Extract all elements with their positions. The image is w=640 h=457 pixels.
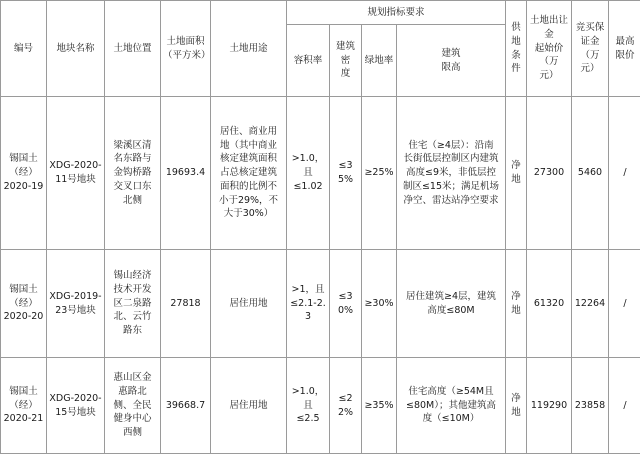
cell-id: 锡国土 （经） 2020-21 xyxy=(1,358,47,454)
cell-supply: 净 地 xyxy=(506,97,527,250)
header-far: 容积率 xyxy=(287,25,330,97)
cell-height: 住宅高度（≥54M且 ≤80M）；其他建筑高 度（≤10M） xyxy=(397,358,506,454)
header-supply: 供 地 条件 xyxy=(506,1,527,97)
header-location: 土地位置 xyxy=(105,1,161,97)
cell-max-premium: / xyxy=(609,250,640,358)
cell-area: 19693.4 xyxy=(161,97,211,250)
header-density: 建筑 密 度 xyxy=(330,25,362,97)
table-row xyxy=(1,250,640,358)
header-name: 地块名称 xyxy=(47,1,105,97)
cell-name: XDG-2020- 15号地块 xyxy=(47,358,105,454)
header-use: 土地用途 xyxy=(211,1,287,97)
cell-deposit: 23858 xyxy=(572,358,609,454)
header-planning-group: 规划指标要求 xyxy=(287,1,506,25)
table-row xyxy=(1,97,640,250)
cell-far: >1，且 ≤2.1-2.3 xyxy=(287,250,330,358)
cell-density: ≤22% xyxy=(330,358,362,454)
header-row-top xyxy=(1,1,640,25)
cell-id: 锡国土 （经） 2020-20 xyxy=(1,250,47,358)
cell-use: 居住用地 xyxy=(211,250,287,358)
cell-height: 居住建筑≥4层，建筑 高度≤80M xyxy=(397,250,506,358)
cell-id: 锡国土 （经） 2020-19 xyxy=(1,97,47,250)
cell-name: XDG-2020- 11号地块 xyxy=(47,97,105,250)
cell-supply: 净 地 xyxy=(506,358,527,454)
cell-green: ≥25% xyxy=(362,97,397,250)
header-deposit: 竞买保 证金 （万 元） xyxy=(572,1,609,97)
cell-area: 27818 xyxy=(161,250,211,358)
cell-deposit: 12264 xyxy=(572,250,609,358)
cell-supply: 净 地 xyxy=(506,250,527,358)
cell-density: ≤35% xyxy=(330,97,362,250)
cell-name: XDG-2019- 23号地块 xyxy=(47,250,105,358)
cell-location: 惠山区金 惠路北 侧、全民 健身中心 西侧 xyxy=(105,358,161,454)
cell-start-price: 27300 xyxy=(527,97,572,250)
cell-deposit: 5460 xyxy=(572,97,609,250)
cell-max-premium: / xyxy=(609,97,640,250)
table-row xyxy=(1,358,640,454)
cell-location: 梁溪区清 名东路与 金钩桥路 交叉口东 北侧 xyxy=(105,97,161,250)
header-green: 绿地率 xyxy=(362,25,397,97)
cell-height: 住宅（≥4层）：沿南 长街低层控制区内建筑 高度≤9米，非低层控 制区≤15米；满足机场 净空、雷达站净空要求 xyxy=(397,97,506,250)
header-area: 土地面积 （平方米） xyxy=(161,1,211,97)
cell-max-premium: / xyxy=(609,358,640,454)
cell-area: 39668.7 xyxy=(161,358,211,454)
cell-start-price: 61320 xyxy=(527,250,572,358)
header-max-premium: 最高限价 xyxy=(609,1,640,97)
cell-location: 锡山经济 技术开发 区二泉路 北、云竹 路东 xyxy=(105,250,161,358)
cell-green: ≥35% xyxy=(362,358,397,454)
header-start-price: 土地出让 金 起始价 （万 元） xyxy=(527,1,572,97)
cell-far: >1.0，且 ≤1.02 xyxy=(287,97,330,250)
cell-density: ≤30% xyxy=(330,250,362,358)
cell-green: ≥30% xyxy=(362,250,397,358)
header-height: 建筑 限高 xyxy=(397,25,506,97)
cell-start-price: 119290 xyxy=(527,358,572,454)
cell-use: 居住用地 xyxy=(211,358,287,454)
header-id: 编号 xyxy=(1,1,47,97)
cell-far: >1.0，且 ≤2.5 xyxy=(287,358,330,454)
cell-use: 居住、商业用 地（其中商业 核定建筑面积 占总核定建筑 面积的比例不 小于29%，不 大于30%） xyxy=(211,97,287,250)
